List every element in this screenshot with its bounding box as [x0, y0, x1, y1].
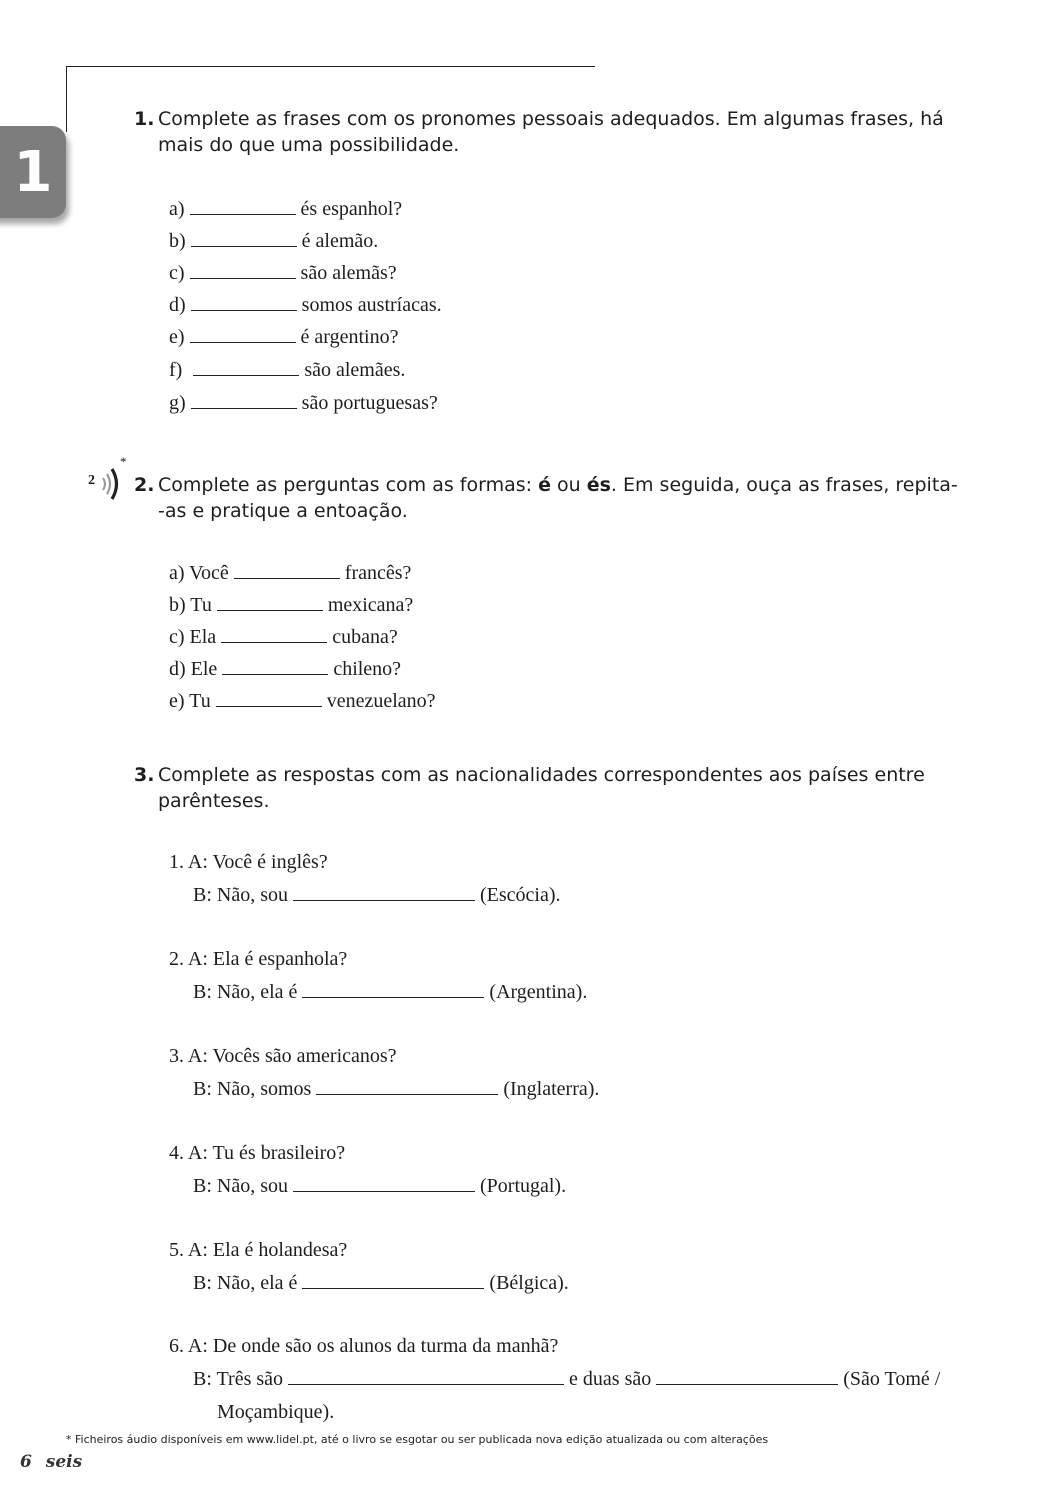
answer-prefix: B: Três são [193, 1368, 284, 1390]
list-item [169, 689, 436, 713]
audio-footnote-marker: * [120, 454, 127, 469]
dialogue-question: 3. A: Vocês são americanos? [169, 1045, 397, 1067]
item-letter: c) [169, 262, 185, 284]
item-prefix: c) Ela [169, 626, 217, 648]
form-e: é [538, 474, 551, 496]
answer-blank[interactable] [316, 1078, 498, 1095]
audio-track-number: 2 [88, 473, 95, 488]
answer-prefix: B: Não, sou [193, 884, 288, 906]
answer-blank[interactable] [191, 230, 297, 247]
list-item [169, 391, 438, 415]
page-number-digit: 6 [20, 1452, 32, 1472]
dialogue-question: 4. A: Tu és brasileiro? [169, 1142, 346, 1164]
answer-blank[interactable] [216, 690, 322, 707]
dialogue-answer [193, 883, 561, 907]
answer-blank[interactable] [221, 626, 327, 643]
item-prefix: e) Tu [169, 690, 211, 712]
answer-blank[interactable] [217, 594, 323, 611]
list-item [169, 657, 401, 681]
item-letter: f) [169, 359, 183, 381]
item-text: são portuguesas? [301, 392, 438, 414]
list-item [169, 561, 411, 585]
item-letter: g) [169, 392, 186, 414]
answer-country: (Inglaterra). [503, 1078, 600, 1100]
item-prefix: b) Tu [169, 594, 212, 616]
exercise-1-heading [134, 106, 972, 158]
answer-prefix: B: Não, somos [193, 1078, 312, 1100]
dialogue-question: 2. A: Ela é espanhola? [169, 948, 348, 970]
exercise-3-line1: Complete as respostas com as nacionalidades correspondentes aos países entre [158, 764, 925, 786]
answer-country-cont: Moçambique). [217, 1401, 335, 1423]
dialogue-answer [193, 1077, 599, 1101]
item-letter: d) [169, 294, 186, 316]
exercise-2-line1-post: . Em seguida, ouça as frases, repita- [610, 474, 958, 496]
answer-blank[interactable] [302, 981, 484, 998]
speaker-waves-icon [100, 466, 124, 502]
item-text: são alemães. [304, 359, 406, 381]
item-text: são alemãs? [300, 262, 397, 284]
answer-blank[interactable] [234, 562, 340, 579]
unit-number: 1 [13, 139, 53, 205]
answer-blank[interactable] [190, 198, 296, 215]
exercise-2-or: ou [550, 474, 587, 496]
answer-blank[interactable] [190, 262, 296, 279]
form-es: és [586, 474, 611, 496]
answer-blank[interactable] [191, 294, 297, 311]
item-letter: a) [169, 198, 185, 220]
answer-prefix: B: Não, ela é [193, 1272, 298, 1294]
exercise-2-heading [134, 472, 972, 524]
exercise-1-number: 1. [134, 108, 155, 130]
dialogue-answer [193, 1271, 569, 1295]
frame-left-line [66, 66, 67, 132]
item-text: mexicana? [327, 594, 414, 616]
item-letter: e) [169, 326, 185, 348]
unit-tab [0, 126, 66, 218]
list-item [169, 625, 398, 649]
audio-track-icon[interactable] [88, 456, 132, 506]
dialogue-question: 5. A: Ela é holandesa? [169, 1239, 348, 1261]
answer-blank[interactable] [193, 359, 299, 376]
answer-prefix: B: Não, sou [193, 1175, 288, 1197]
item-letter: b) [169, 230, 186, 252]
answer-blank[interactable] [190, 326, 296, 343]
page-number-word: seis [45, 1452, 83, 1472]
item-text: é argentino? [300, 326, 399, 348]
exercise-2-line1-pre: Complete as perguntas com as formas: [158, 474, 539, 496]
item-text: és espanhol? [300, 198, 403, 220]
page-number [20, 1452, 82, 1472]
list-item [169, 325, 398, 349]
answer-country: (Escócia). [480, 884, 561, 906]
item-text: francês? [344, 562, 412, 584]
item-text: venezuelano? [326, 690, 436, 712]
frame-top-line [66, 66, 595, 67]
exercise-3-number: 3. [134, 764, 155, 786]
list-item [169, 358, 405, 382]
answer-blank[interactable] [293, 1175, 475, 1192]
answer-country: (São Tomé / [843, 1368, 941, 1390]
dialogue-answer [193, 980, 587, 1004]
answer-blank[interactable] [191, 392, 297, 409]
answer-country: (Portugal). [480, 1175, 567, 1197]
answer-middle: e duas são [569, 1368, 652, 1390]
answer-blank[interactable] [302, 1272, 484, 1289]
item-prefix: a) Você [169, 562, 229, 584]
answer-prefix: B: Não, ela é [193, 981, 298, 1003]
answer-blank[interactable] [293, 884, 475, 901]
exercise-2-line2: -as e pratique a entoação. [158, 500, 408, 522]
item-text: chileno? [333, 658, 402, 680]
dialogue-question: 1. A: Você é inglês? [169, 851, 328, 873]
list-item [169, 593, 413, 617]
answer-blank[interactable] [656, 1368, 838, 1385]
dialogue-answer [193, 1174, 566, 1198]
exercise-3-heading [134, 762, 972, 814]
answer-blank[interactable] [222, 658, 328, 675]
answer-country: (Bélgica). [489, 1272, 569, 1294]
exercise-1-line2: mais do que uma possibilidade. [158, 134, 460, 156]
list-item [169, 293, 442, 317]
exercise-2-number: 2. [134, 474, 155, 496]
list-item [169, 229, 378, 253]
exercise-1-line1: Complete as frases com os pronomes pessoais adequados. Em algumas frases, há [158, 108, 944, 130]
answer-country: (Argentina). [489, 981, 588, 1003]
dialogue-answer [193, 1367, 940, 1391]
exercise-3-line2: parênteses. [158, 790, 270, 812]
item-text: cubana? [332, 626, 398, 648]
answer-blank[interactable] [288, 1368, 564, 1385]
item-prefix: d) Ele [169, 658, 218, 680]
item-text: é alemão. [301, 230, 379, 252]
list-item [169, 197, 402, 221]
footnote: * Ficheiros áudio disponíveis em www.lidel.pt, até o livro se esgotar ou ser publicada nova edição atualizada ou com alterações [66, 1433, 769, 1446]
item-text: somos austríacas. [301, 294, 442, 316]
dialogue-question: 6. A: De onde são os alunos da turma da manhã? [169, 1335, 559, 1357]
list-item [169, 261, 397, 285]
